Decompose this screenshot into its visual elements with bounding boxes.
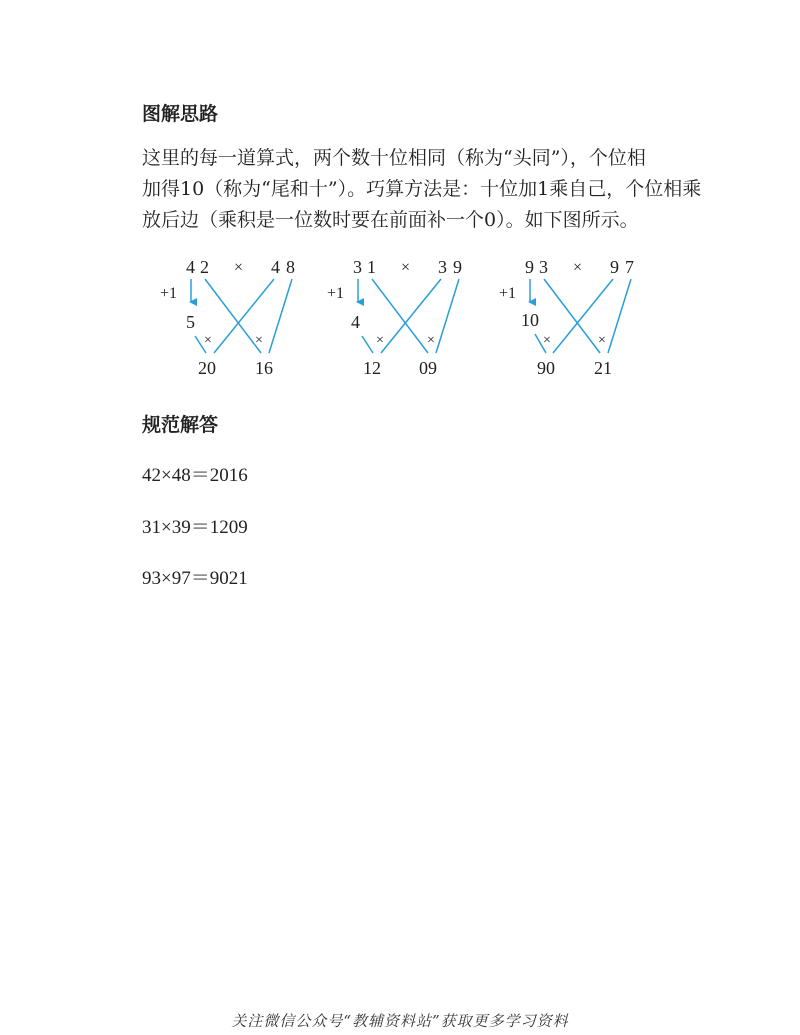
times-sign: × (573, 259, 583, 276)
product-left: 12 (363, 358, 381, 378)
connector-line (608, 279, 631, 353)
section-title-answer: 规范解答 (142, 414, 219, 436)
cross-times-right: × (255, 333, 263, 348)
cross-times-left: × (376, 333, 384, 348)
answer-equation: 93×97＝9021 (142, 568, 248, 589)
digit-b-tens: 9 (610, 257, 619, 277)
digit-a-tens: 3 (353, 257, 362, 277)
connector-line (362, 336, 373, 353)
explanation-line: 放后边（乘积是一位数时要在前面补一个0）。如下图所示。 (142, 209, 639, 231)
answer-equation: 31×39＝1209 (142, 517, 248, 538)
cross-times-left: × (204, 333, 212, 348)
times-sign: × (401, 259, 411, 276)
cross-line (544, 279, 600, 353)
plus-one-label: +1 (499, 285, 517, 302)
digit-b-ones: 9 (453, 257, 462, 277)
cross-times-left: × (543, 333, 551, 348)
footer-watermark-text: 关注微信公众号“教辅资料站”获取更多学习资料 (231, 1012, 569, 1030)
connector-line (436, 279, 459, 353)
digit-b-ones: 7 (625, 257, 634, 277)
digit-b-tens: 3 (438, 257, 447, 277)
explanation-line: 加得10（称为“尾和十”）。巧算方法是：十位加1乘自己，个位相乘 (142, 178, 702, 200)
times-sign: × (234, 259, 244, 276)
digit-a-tens: 9 (525, 257, 534, 277)
explanation-line: 这里的每一道算式，两个数十位相同（称为“头同”），个位相 (142, 147, 646, 169)
tens-plus-one-result: 5 (186, 312, 195, 332)
plus-one-label: +1 (327, 285, 345, 302)
digit-a-ones: 2 (200, 257, 209, 277)
product-right: 09 (419, 358, 437, 378)
cross-times-right: × (427, 333, 435, 348)
multiplication-diagram-1 (158, 250, 318, 380)
plus-one-label: +1 (160, 285, 178, 302)
product-left: 20 (198, 358, 216, 378)
digit-b-tens: 4 (271, 257, 280, 277)
tens-plus-one-result: 10 (521, 310, 539, 330)
digit-a-ones: 3 (539, 257, 548, 277)
digit-a-tens: 4 (186, 257, 195, 277)
connector-line (269, 279, 292, 353)
digit-b-ones: 8 (286, 257, 295, 277)
tens-plus-one-result: 4 (351, 312, 360, 332)
cross-times-right: × (598, 333, 606, 348)
product-right: 21 (594, 358, 612, 378)
cross-line (205, 279, 261, 353)
answer-equation: 42×48＝2016 (142, 465, 248, 486)
multiplication-diagram-2 (325, 250, 485, 380)
cross-line (214, 279, 274, 353)
section-title-thinking: 图解思路 (142, 103, 219, 125)
digit-a-ones: 1 (367, 257, 376, 277)
explanation-paragraph (142, 143, 712, 236)
multiplication-diagram-3 (497, 250, 657, 380)
product-right: 16 (255, 358, 273, 378)
product-left: 90 (537, 358, 555, 378)
